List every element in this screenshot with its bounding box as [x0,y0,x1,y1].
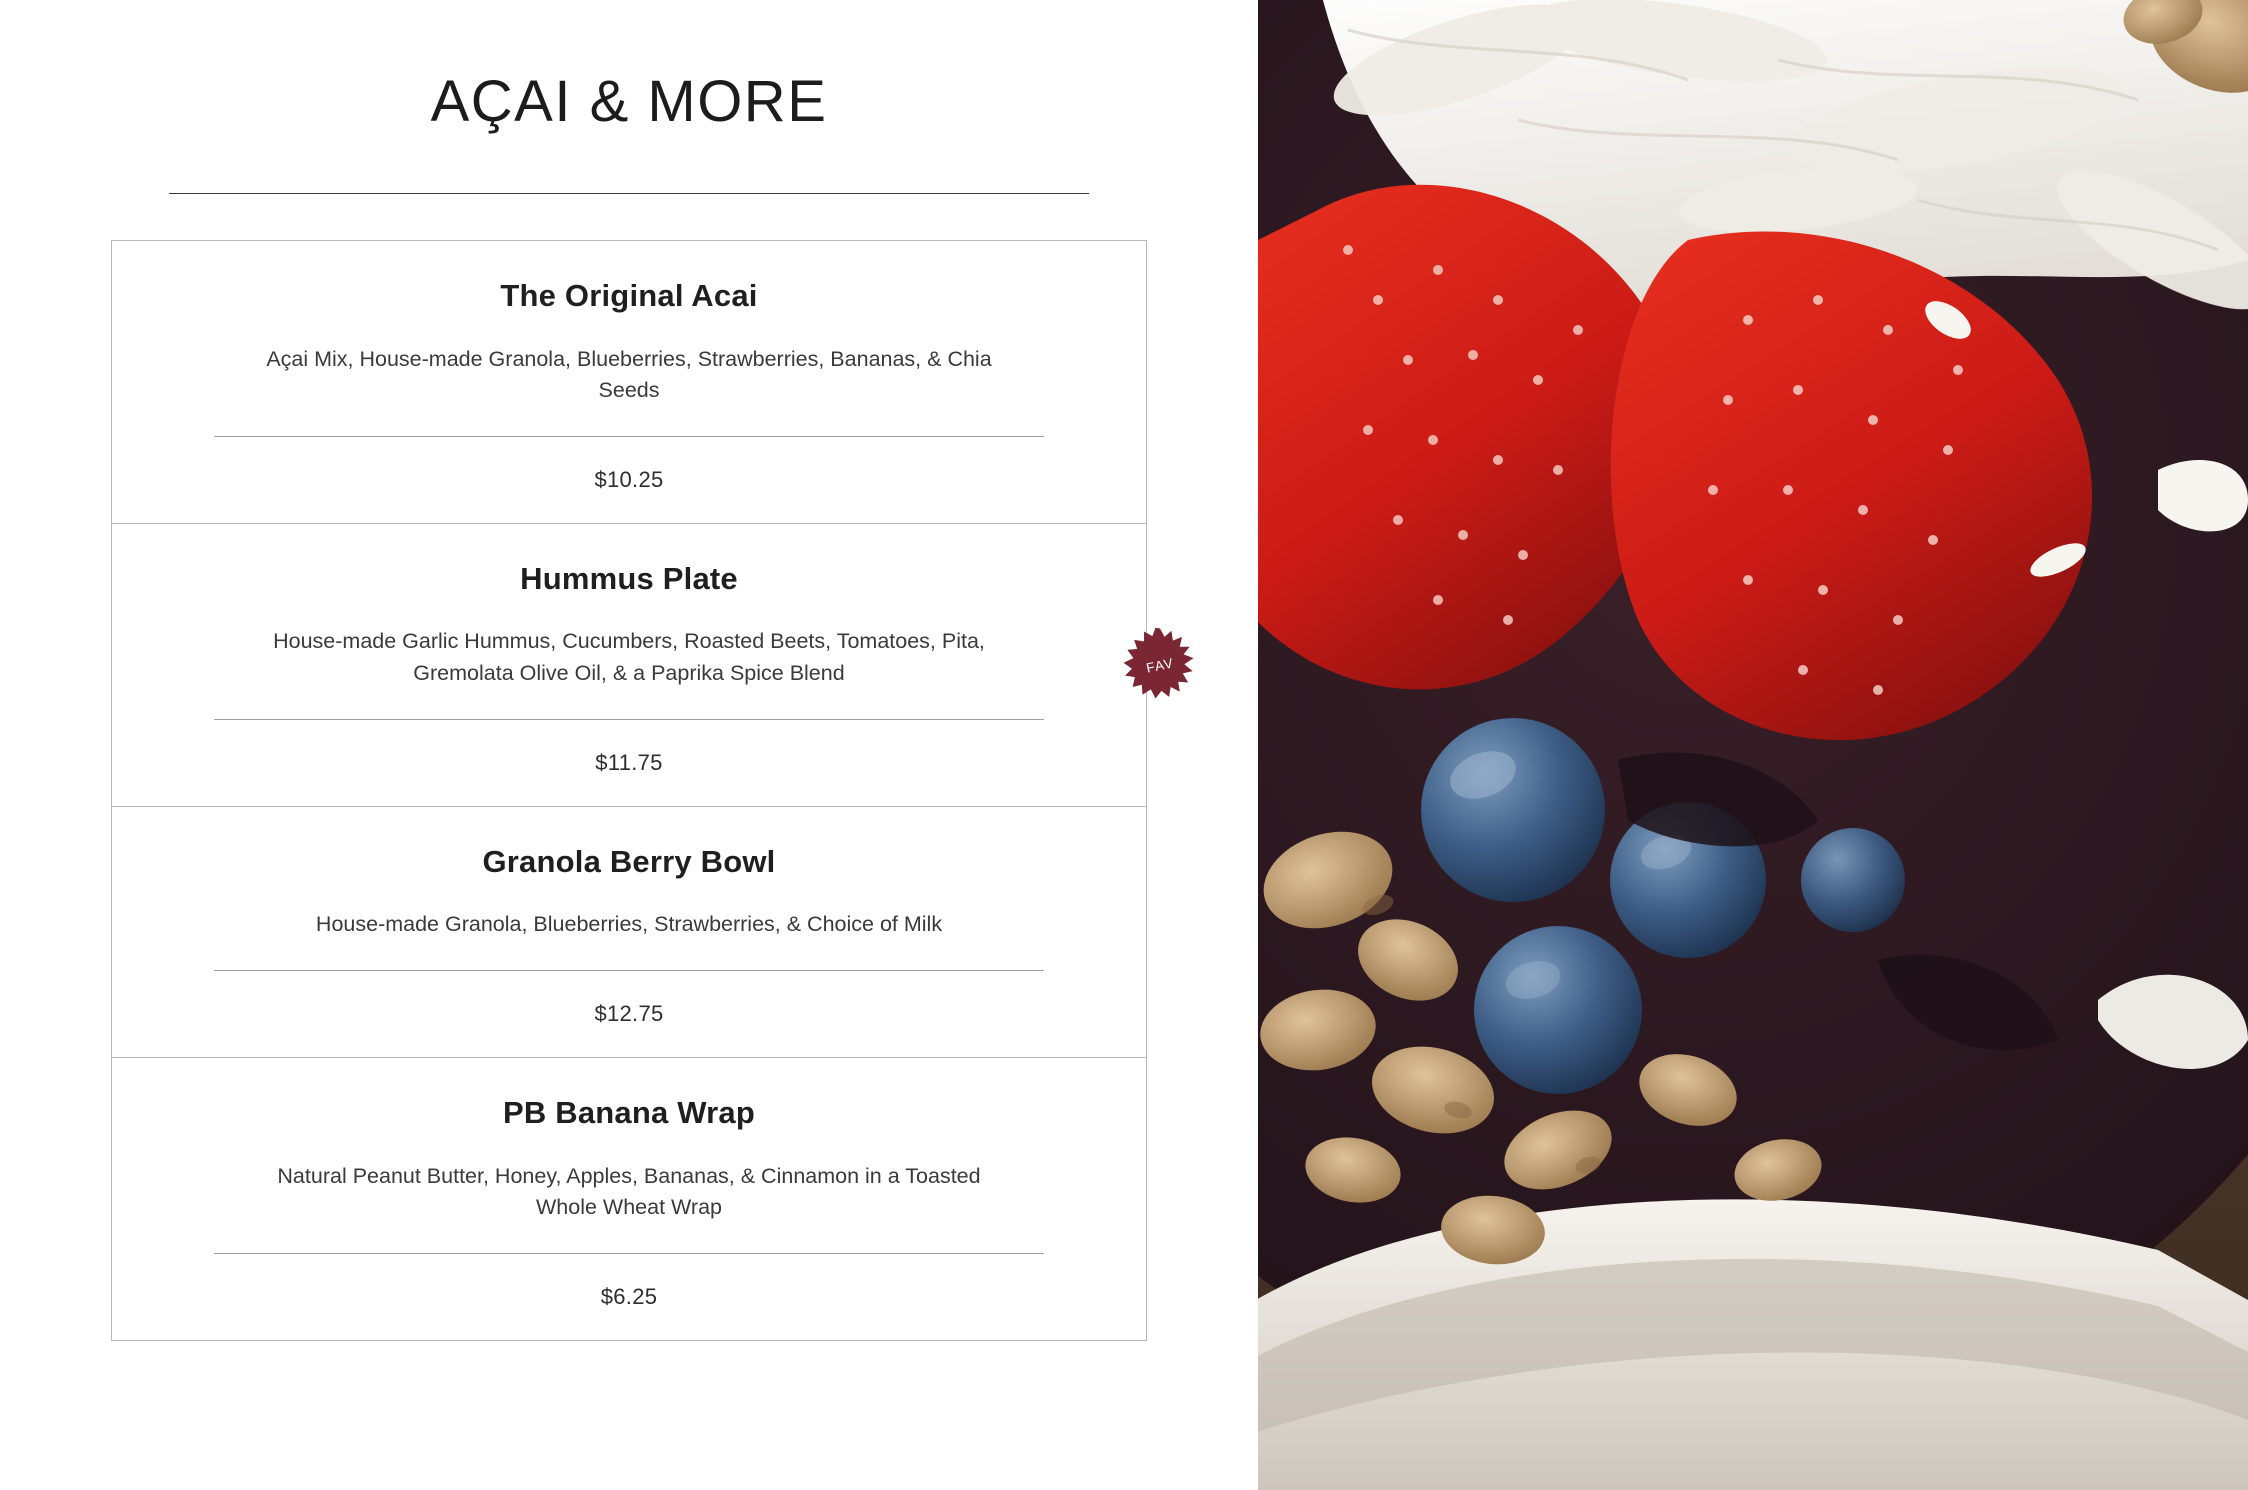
menu-item-name: Granola Berry Bowl [482,843,776,879]
menu-item[interactable] [112,241,1146,524]
menu-item[interactable] [112,807,1146,1059]
menu-item-divider [214,436,1044,437]
menu-item-divider [214,970,1044,971]
menu-item-price: $11.75 [595,749,663,775]
acai-bowl-photo [1258,0,2248,1490]
menu-item-price: $6.25 [600,1284,658,1310]
menu-item-price: $10.25 [594,466,664,492]
menu-item-divider [214,1253,1044,1254]
menu-item-description: House-made Granola, Blueberries, Strawberries, & Choice of Milk [315,912,943,937]
menu-item-description: Natural Peanut Butter, Honey, Apples, Bananas, & Cinnamon in a Toasted Whole Wheat Wrap [277,1163,981,1220]
menu-item-name: Hummus Plate [520,560,738,596]
menu-item-price: $12.75 [594,1001,664,1027]
menu-item[interactable] [112,1058,1146,1340]
menu-item-description: House-made Garlic Hummus, Cucumbers, Roasted Beets, Tomatoes, Pita, Gremolata Olive Oil, & a Paprika Spice Blend [273,629,985,685]
favorite-badge-label: FAV [1144,654,1176,675]
menu-item[interactable] [112,524,1176,807]
favorite-starburst-badge [1122,627,1198,703]
menu-item-name: PB Banana Wrap [502,1095,755,1131]
menu-item-divider [214,719,1044,720]
menu-item-name: The Original Acai [500,278,758,313]
page-title: AÇAI & MORE [430,69,828,134]
menu-item-description: Açai Mix, House-made Granola, Blueberries, Strawberries, Bananas, & Chia Seeds [266,346,992,402]
menu-items-container [111,240,1176,1341]
title-divider [169,193,1089,194]
